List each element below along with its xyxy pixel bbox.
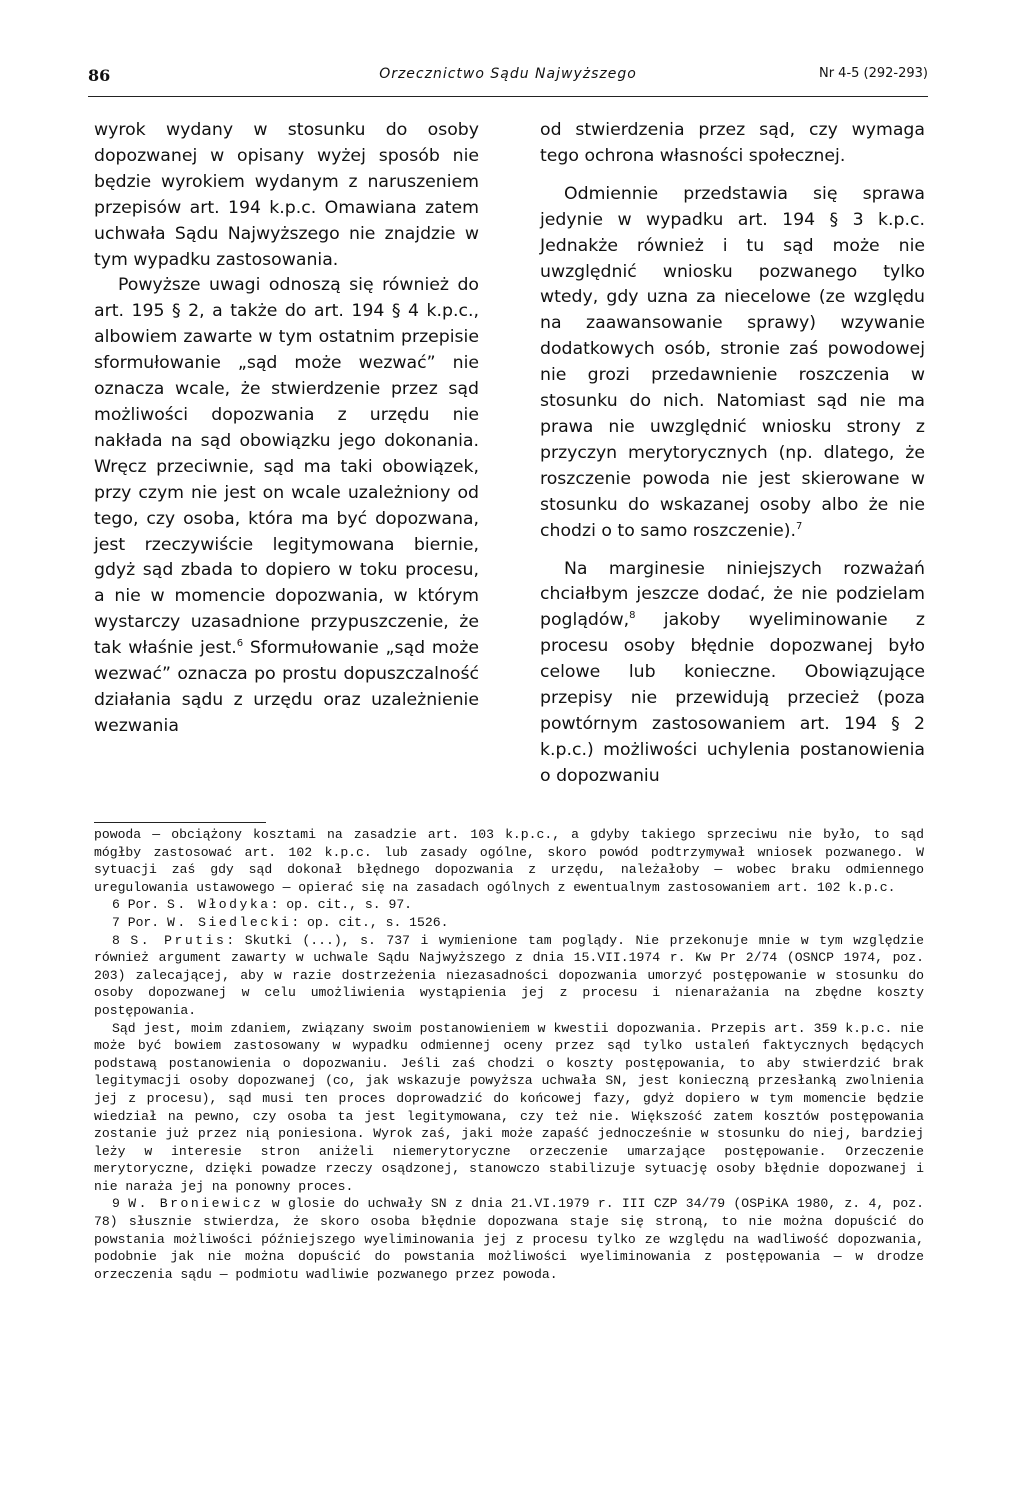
- left-column: [94, 118, 479, 740]
- footnote-9-number: 9: [112, 1196, 120, 1212]
- footnote-8-paragraph-2: Sąd jest, moim zdaniem, związany swoim postanowieniem w kwestii dopozwania. Przepis art. 359 k.p.c. nie może być bowiem zastosowany w wypadku odmiennej oceny przez sąd tylko ustaleń faktycznych będących podstawą postanowienia o dopozwaniu. Jeśli zaś chodzi o koszty postępowania, to aby stwierdzić brak legitymacji osoby dopozwanej (co, jak wskazuje powyższa uchwała SN, jest konieczną przesłanką zwolnienia jej z procesu), sąd musi ten proces doprowadzić do końcowej fazy, gdyż dopiero w tym momencie będzie wiedział na pewno, czy osoba ta jest legitymowana, czy też nie. Większość zatem kosztów postępowania zostanie już przez nią poniesiona. Wyrok zaś, jaki może zapaść jednocześnie w stosunku do niej, bardziej leży w interesie stron aniżeli niemerytoryczne orzeczenie umarzające postępowanie. Orzeczenie merytoryczne, dzięki powadze rzeczy osądzonej, stanowczo stabilizuje sytuację osoby błędnie dopozwanej i nie naraża jej na ponowny proces.: [94, 1020, 924, 1194]
- issue-number: Nr 4-5 (292-293): [818, 66, 928, 81]
- header-rule: [88, 96, 928, 97]
- right-paragraph-1: od stwierdzenia przez sąd, czy wymaga tego ochrona własności społecznej.: [540, 120, 925, 166]
- left-paragraph-2-text: Powyższe uwagi odnoszą się również do art. 195 § 2, a także do art. 194 § 4 k.p.c., albowiem zawarte w tym ostatnim przepisie sformułowanie „sąd może wezwać” nie oznacza wcale, że stwierdzenie przez sąd możliwości dopozwania z urzędu nie nakłada na sąd obowiązku jego dokonania. Wręcz przeciwnie, sąd ma taki obowiązek, przy czym nie jest on wcale uzależniony od tego, czy osoba, która ma być dopozwana, jest rzeczywiście legitymowana biernie, gdyż sąd zbada to dopiero w toku procesu, a nie w momencie dopozwania, w którym wystarczy uzasadnione przypuszczenie, że tak właśnie jest.: [94, 275, 479, 659]
- footnote-rule: [94, 822, 266, 823]
- footnote-7: [94, 914, 924, 932]
- footnote-9-author: W. Broniewicz: [128, 1196, 264, 1212]
- footnote-6-text: : op. cit., s. 97.: [270, 897, 413, 913]
- footnote-continuation: powoda — obciążony kosztami na zasadzie art. 103 k.p.c., a gdyby takiego sprzeciwu nie było, to sąd mógłby zastosować art. 102 k.p.c. lub zasady ogólne, skoro powód podtrzymywał wniosek pozwanego. W sytuacji zaś gdy sąd dokonał błędnego dopozwania z urzędu, należałoby — wobec braku odmiennego uregulowania ustawowego — opierać się na zasadach ogólnych z ewentualnym zastosowaniem art. 102 k.p.c.: [94, 827, 924, 895]
- right-paragraph-3-b: jakoby wyeliminowanie z procesu osoby błędnie dopozwanej było celowe lub konieczne. Obowiązujące przepisy nie przewidują przecież (poza powtórnym zastosowaniem art. 194 § 2 k.p.c.) możliwości uchylenia postanowienia o dopozwaniu: [540, 610, 925, 786]
- footnotes: [94, 826, 924, 1283]
- page-number: 86: [88, 66, 111, 85]
- footnote-6-prefix: Por.: [119, 897, 168, 913]
- footnote-9-prefix: [120, 1196, 128, 1211]
- right-paragraph-3-a: Na marginesie niniejszych rozważań chciałbym jeszcze dodać, że nie podzielam poglądów,: [540, 558, 925, 631]
- footnote-ref-8: 8: [629, 610, 636, 622]
- footnote-8: [94, 932, 924, 1020]
- footnote-8-text: : Skutki (...), s. 737 i wymienione tam poglądy. Nie przekonuje mnie w tym względzie również argument zawarty w uchwale Sądu Najwyższego z dnia 15.VII.1974 r. Kw Pr 2/74 (OSNCP 1974, poz. 203) zalecającej, aby w razie dostrzeżenia niezasadności dopozwania umorzyć postępowanie w stosunku do osoby dopozwanej w celu umożliwienia wystąpienia jej z procesu i nienarażania na zbędne koszty postępowania.: [94, 932, 924, 1018]
- footnote-8-author: S. Prutis: [130, 932, 227, 948]
- footnote-8-number: 8: [112, 932, 120, 948]
- footnote-9: [94, 1195, 924, 1283]
- right-paragraph-2-text: Odmiennie przedstawia się sprawa jedynie w wypadku art. 194 § 3 k.p.c. Jednakże również i tu sąd może nie uwzględnić wniosku pozwanego tylko wtedy, gdy uzna za niecelowe (ze względu na zaawansowanie sprawy) wzywanie dodatkowych osób, stronie zaś powodowej nie grozi przedawnienie roszczenia w stosunku do nich. Natomiast sąd nie ma prawa nie uwzględnić wniosku strony z przyczyn merytorycznych (np. dlatego, że roszczenie powoda nie jest skierowane w stosunku do wskazanej osoby albo że nie chodzi o to samo roszczenie).: [540, 183, 925, 541]
- left-paragraph-2-tail: Sformułowanie „sąd może wezwać” oznacza po prostu dopuszczalność działania sądu z urzędu oraz uzależnienie wezwania: [94, 638, 479, 736]
- footnote-7-prefix: Por.: [119, 914, 168, 930]
- footnote-6-author: S. Włodyka: [167, 897, 271, 913]
- left-paragraph-2: [94, 273, 479, 739]
- footnote-7-text: : op. cit., s. 1526.: [291, 914, 449, 930]
- right-column: [540, 118, 925, 790]
- footnote-9-text: w glosie do uchwały SN z dnia 21.VI.1979 r. III CZP 34/79 (OSPiKA 1980, z. 4, poz. 78) słusznie stwierdza, że skoro osoba błędnie dopozwana staje się stroną, to nie można dopuścić do powstania możliwości późniejszego wyeliminowania jej z procesu tylko ze względu na wadliwość dopozwania, podobnie jak nie można dopuścić do powstania możliwości wyeliminowania z postępowania — w drodze orzeczenia sądu — podmiotu wadliwie pozwanego przez powoda.: [94, 1196, 924, 1282]
- footnote-6-number: 6: [112, 897, 120, 913]
- running-header: [88, 66, 928, 92]
- right-paragraph-2: [540, 182, 925, 545]
- footnote-8-prefix: [120, 933, 131, 948]
- footnote-7-number: 7: [112, 914, 120, 930]
- footnote-7-author: W. Siedlecki: [167, 914, 292, 930]
- right-paragraph-3: [540, 557, 925, 790]
- left-paragraph-1: wyrok wydany w stosunku do osoby dopozwanej w opisany wyżej sposób nie będzie wyrokiem wydanym z naruszeniem przepisów art. 194 k.p.c. Omawiana zatem uchwała Sądu Najwyższego nie znajdzie w tym wypadku zastosowania.: [94, 120, 479, 270]
- footnote-6: [94, 896, 924, 914]
- journal-title: Orzecznictwo Sądu Najwyższego: [379, 66, 637, 82]
- footnote-ref-7: 7: [795, 520, 803, 532]
- footnote-ref-6: 6: [236, 638, 244, 650]
